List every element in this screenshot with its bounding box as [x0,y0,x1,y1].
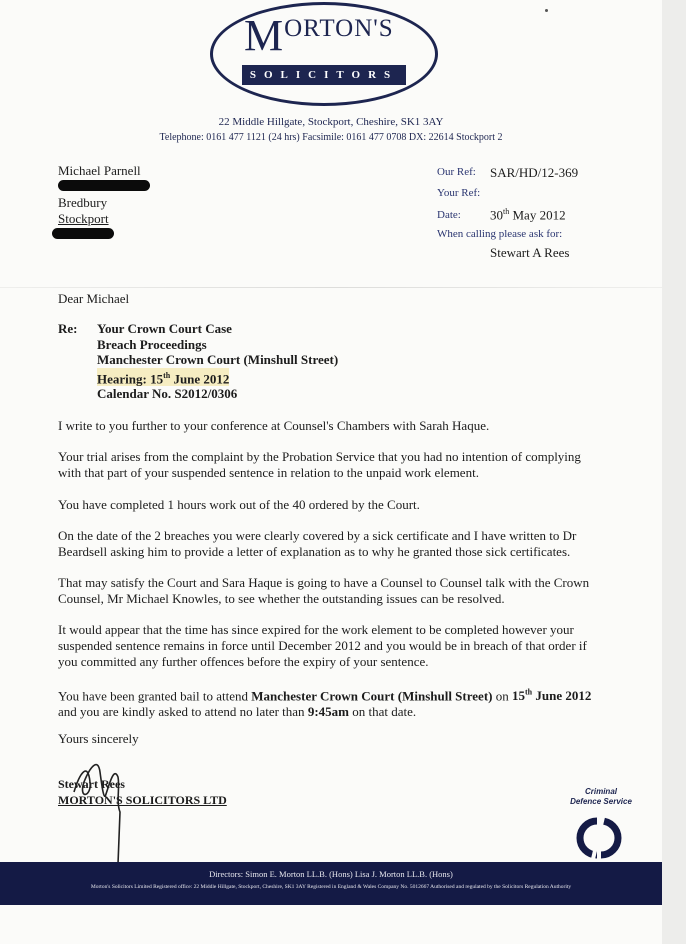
hearing-date: June 2012 [170,370,230,386]
logo-subtitle: SOLICITORS [242,65,406,85]
redaction-mark [58,180,150,191]
salutation: Dear Michael [58,291,130,306]
recipient-line4: Stockport [58,211,109,226]
paragraph-1: I write to you further to your conference at Counsel's Chambers with Sarah Haque. [58,418,490,433]
criminal-defence-service-icon [573,815,625,861]
date-rest: May 2012 [509,207,566,223]
recipient-name: Michael Parnell [58,163,141,178]
re-hearing [97,368,229,387]
scan-margin [662,0,686,944]
footer-directors: Directors: Simon E. Morton LL.B. (Hons) Lisa J. Morton LL.B. (Hons) [209,869,453,879]
paragraph-3: You have completed 1 hours work out of the 40 ordered by the Court. [58,497,420,512]
paragraph-7 [58,685,598,720]
date-label: Date: [437,209,461,221]
scan-speck [545,9,548,12]
firm-contact: Telephone: 0161 477 1121 (24 hrs) Facsimile: 0161 477 0708 DX: 22614 Stockport 2 [159,132,503,143]
p7-suffix: th [524,688,533,697]
p7-month: June 2012 [532,688,592,704]
re-label: Re: [58,321,78,336]
redacted-line [58,227,150,243]
p7-text: on [492,688,512,704]
closing: Yours sincerely [58,731,139,746]
p7-time: 9:45am [307,704,349,720]
logo-rest: ORTON'S [284,15,394,42]
cds-line1: Criminal [584,787,617,796]
redacted-line [58,179,150,195]
our-ref-label: Our Ref: [437,166,476,178]
hearing-suffix: th [163,370,171,380]
your-ref-label: Your Ref: [437,187,481,199]
date-day: 30 [490,207,503,223]
p7-date [512,688,591,703]
cds-arc-right [601,821,618,855]
signature-stroke [74,765,120,864]
paragraph-4: On the date of the 2 breaches you were clearly covered by a sick certificate and I have written to Dr Beardsell asking him to provide a letter of explanation as to why he granted those sick certificates. [58,528,577,559]
signatory-name: Stewart Rees [58,777,125,791]
paragraph-6: It would appear that the time has since expired for the work element to be completed however your suspended sentence remains in force until December 2012 and you would be in breach of that order if you committed any further offences before the expiry of your sentence. [58,622,587,669]
date-value [490,207,566,223]
re-line3: Manchester Crown Court (Minshull Street) [97,352,339,367]
contact-name: Stewart A Rees [490,245,570,260]
hearing-text: Hearing: 15 [97,370,164,386]
re-line1: Your Crown Court Case [97,321,232,336]
firm-address: 22 Middle Hillgate, Stockport, Cheshire, SK1 3AY [218,116,444,128]
p7-text: and you are kindly asked to attend no later than [58,704,308,720]
cds-line2: Defence Service [570,797,632,806]
re-calendar: Calendar No. S2012/0306 [97,386,238,402]
recipient-address [58,163,150,243]
re-line2: Breach Proceedings [97,336,207,352]
cds-label [558,787,644,807]
re-subject [97,321,338,402]
logo-initial: M [244,11,285,60]
p7-court: Manchester Crown Court (Minshull Street) [251,688,493,704]
footer-registered: Morton's Solicitors Limited Registered office: 22 Middle Hillgate, Stockport, Cheshire, SK1 3AY Registered in England & Wales Company No. 5012667 Authorised and regulated by the Solicitors Regulation Authority [90,884,572,890]
paragraph-2: Your trial arises from the complaint by the Probation Service that you had no intention of complying with that part of your suspended sentence in relation to the unpaid work element. [58,449,581,480]
redaction-mark [52,228,114,239]
p7-text: on that date. [348,704,417,720]
p7-day: 15 [511,688,525,704]
date-suffix: th [503,207,510,216]
firm-logo-name [244,11,424,60]
our-ref-value: SAR/HD/12-369 [490,165,579,180]
p7-text: You have been granted bail to attend [58,688,252,704]
letter-footer [0,862,662,905]
fold-line [0,287,662,288]
handwritten-signature [60,752,150,867]
recipient-line3: Bredbury [58,195,108,210]
calling-label: When calling please ask for: [437,228,563,240]
signatory-firm: MORTON'S SOLICITORS LTD [58,793,227,807]
paragraph-5: That may satisfy the Court and Sara Haque is going to have a Counsel to Counsel talk with the Crown Counsel, Mr Michael Knowles, to see whether the outstanding issues can be resolved. [58,575,590,606]
